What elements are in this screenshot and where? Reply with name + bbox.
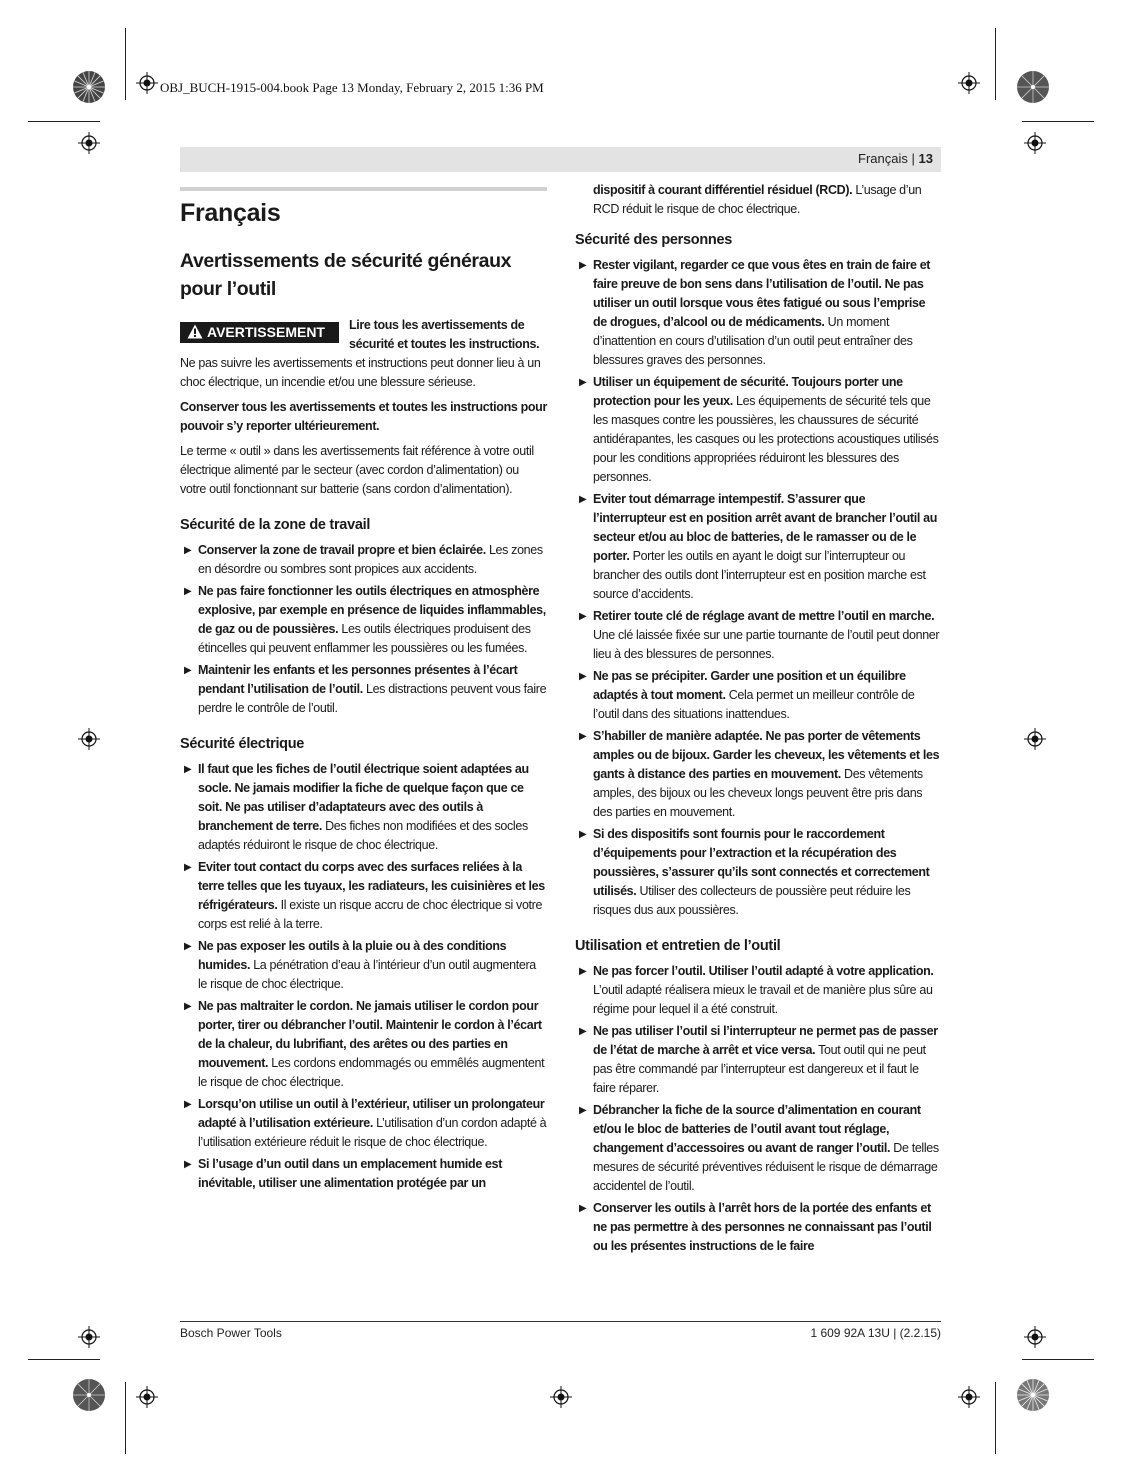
warning-text: Ne pas suivre les avertissements et instructions peut donner lieu à un choc électrique, un incendie et/ou une blessure sérieuse. bbox=[180, 356, 541, 389]
item-bold: Maintenir les enfants et les personnes présentes à l’écart pendant l’utilisation de l’outil. bbox=[198, 663, 518, 696]
registration-mark-icon bbox=[958, 1386, 980, 1408]
bullet-arrow-icon: ▶ bbox=[184, 941, 192, 952]
book-info-slug: OBJ_BUCH-1915-004.book Page 13 Monday, February 2, 2015 1:36 PM bbox=[160, 80, 544, 95]
item-text: L’outil adapté réalisera mieux le travail et de manière plus sûre au régime pour lequel il a été construit. bbox=[593, 983, 933, 1016]
item-text: Tout outil qui ne peut pas être commandé par l’interrupteur est dangereux et il faut le faire réparer. bbox=[593, 1043, 926, 1095]
item-text: Les équipements de sécurité tels que les masques contre les poussières, les chaussures de sécurité antidérapantes, les casques ou les protections acoustiques utilisés pour les conditions appropriées réduiront les blessures des personnes. bbox=[593, 394, 939, 484]
list-item bbox=[575, 1101, 941, 1196]
list-item bbox=[575, 962, 941, 1019]
list-item bbox=[575, 256, 941, 370]
item-bold: Ne pas forcer l’outil. Utiliser l’outil adapté à votre application. bbox=[593, 964, 934, 978]
item-bold: Conserver les outils à l’arrêt hors de la portée des enfants et ne pas permettre à des personnes ne connaissant pas l’outil ou les présentes instructions de le faire bbox=[593, 1201, 932, 1253]
bullet-arrow-icon: ▶ bbox=[184, 545, 192, 556]
continued-bold: dispositif à courant différentiel résiduel (RCD). bbox=[593, 183, 853, 197]
registration-mark-icon bbox=[136, 1386, 158, 1408]
item-bold: Conserver la zone de travail propre et bien éclairée. bbox=[198, 543, 486, 557]
page-title: Français bbox=[180, 199, 281, 227]
registration-mark-icon bbox=[1024, 728, 1046, 750]
bullet-arrow-icon: ▶ bbox=[579, 1203, 587, 1214]
bullet-arrow-icon: ▶ bbox=[579, 611, 587, 622]
item-text: Un moment d’inattention en cours d’utilisation d’un outil peut entraîner des blessures graves des personnes. bbox=[593, 315, 913, 367]
registration-mark-icon bbox=[78, 728, 100, 750]
tool-use-list bbox=[575, 962, 941, 1256]
registration-mark-icon bbox=[78, 1326, 100, 1348]
color-wheel-icon bbox=[72, 1378, 106, 1412]
item-bold: Utiliser un équipement de sécurité. Toujours porter une protection pour les yeux. bbox=[593, 375, 903, 408]
item-text: Porter les outils en ayant le doigt sur l’interrupteur ou brancher des outils dont l’interrupteur est en position marche est source d’accidents. bbox=[593, 549, 926, 601]
continued-text: L’usage d’un RCD réduit le risque de choc électrique. bbox=[593, 183, 922, 216]
color-wheel-icon bbox=[1016, 1378, 1050, 1412]
term-definition-text: Le terme « outil » dans les avertissements fait référence à votre outil électrique alimenté par le secteur (avec cordon d’alimentation) ou votre outil fonctionnant sur batterie (sans cordon d’alimentation). bbox=[180, 444, 534, 496]
warning-triangle-icon bbox=[187, 324, 203, 339]
header-separator: | bbox=[911, 151, 915, 166]
bullet-arrow-icon: ▶ bbox=[184, 1099, 192, 1110]
list-item bbox=[575, 727, 941, 822]
warning-block bbox=[180, 316, 547, 392]
item-text: Il existe un risque accru de choc électrique si votre corps est relié à la terre. bbox=[198, 898, 543, 931]
bullet-arrow-icon: ▶ bbox=[579, 260, 587, 271]
list-item bbox=[180, 661, 547, 718]
item-bold: Si des dispositifs sont fournis pour le raccordement d’équipements pour l’extraction et la récupération des poussières, s’assurer qu’ils sont connectés et correctement utilisés. bbox=[593, 827, 930, 898]
page-header bbox=[180, 147, 941, 172]
personal-safety-list bbox=[575, 256, 941, 920]
registration-mark-icon bbox=[136, 72, 158, 94]
footer-brand: Bosch Power Tools bbox=[180, 1326, 282, 1340]
list-item bbox=[180, 582, 547, 658]
item-bold: Eviter tout contact du corps avec des surfaces reliées à la terre telles que les tuyaux, les radiateurs, les cuisinières et les réfrigérateurs. bbox=[198, 860, 545, 912]
item-bold: Rester vigilant, regarder ce que vous êtes en train de faire et faire preuve de bon sens dans l’utilisation de l’outil. Ne pas utiliser un outil lorsque vous êtes fatigué ou sous l’emprise de drogues, d’alcool ou de médicaments. bbox=[593, 258, 931, 329]
electrical-safety-list bbox=[180, 760, 547, 1193]
item-bold: Retirer toute clé de réglage avant de mettre l’outil en marche. bbox=[593, 609, 935, 623]
item-bold: Lorsqu’on utilise un outil à l’extérieur, utiliser un prolongateur adapté à l’utilisation extérieure. bbox=[198, 1097, 545, 1130]
item-text: Utiliser des collecteurs de poussière peut réduire les risques dus aux poussières. bbox=[593, 884, 911, 917]
header-language: Français bbox=[858, 151, 908, 166]
bullet-arrow-icon: ▶ bbox=[184, 1001, 192, 1012]
list-item bbox=[180, 541, 547, 579]
registration-mark-icon bbox=[550, 1386, 572, 1408]
warning-badge-label: AVERTISSEMENT bbox=[207, 324, 325, 340]
item-text: L’utilisation d’un cordon adapté à l’utilisation extérieure réduit le risque de choc électrique. bbox=[198, 1116, 547, 1149]
list-item bbox=[180, 1155, 547, 1193]
list-item bbox=[575, 667, 941, 724]
item-bold: Si l’usage d’un outil dans un emplacement humide est inévitable, utiliser une alimentation protégée par un bbox=[198, 1157, 503, 1190]
color-wheel-icon bbox=[72, 70, 106, 104]
list-item bbox=[575, 490, 941, 604]
list-item bbox=[180, 858, 547, 934]
item-text: Les cordons endommagés ou emmêlés augmentent le risque de choc électrique. bbox=[198, 1056, 545, 1089]
header-page-number: 13 bbox=[918, 151, 933, 166]
list-item bbox=[180, 997, 547, 1092]
bullet-arrow-icon: ▶ bbox=[184, 586, 192, 597]
bullet-arrow-icon: ▶ bbox=[579, 377, 587, 388]
list-item bbox=[575, 1199, 941, 1256]
registration-mark-icon bbox=[1024, 132, 1046, 154]
item-bold: Eviter tout démarrage intempestif. S’assurer que l’interrupteur est en position arrêt avant de brancher l’outil au secteur et/ou au bloc de batteries, de le ramasser ou de le porter. bbox=[593, 492, 937, 563]
personal-safety-heading: Sécurité des personnes bbox=[575, 232, 732, 248]
section-heading: Avertissements de sécurité généraux pour l’outil bbox=[180, 250, 512, 300]
item-text: Les zones en désordre ou sombres sont propices aux accidents. bbox=[198, 543, 543, 576]
left-column bbox=[180, 187, 547, 1196]
item-text: Cela permet un meilleur contrôle de l’outil dans des situations inattendues. bbox=[593, 688, 915, 721]
column-top-rule bbox=[180, 187, 547, 191]
item-bold: Il faut que les fiches de l’outil électrique soient adaptées au socle. Ne jamais modifier la fiche de quelque façon que ce soit. Ne pas utiliser d’adaptateurs avec des outils à branchement de terre. bbox=[198, 762, 529, 833]
registration-mark-icon bbox=[1024, 1326, 1046, 1348]
list-item bbox=[180, 760, 547, 855]
bullet-arrow-icon: ▶ bbox=[184, 665, 192, 676]
registration-mark-icon bbox=[78, 132, 100, 154]
item-text: La pénétration d’eau à l’intérieur d’un outil augmentera le risque de choc électrique. bbox=[198, 958, 536, 991]
list-item bbox=[180, 1095, 547, 1152]
list-item bbox=[575, 373, 941, 487]
right-column bbox=[575, 181, 941, 1259]
bullet-arrow-icon: ▶ bbox=[184, 764, 192, 775]
electrical-safety-heading: Sécurité électrique bbox=[180, 736, 305, 752]
header-page-label bbox=[858, 151, 933, 166]
item-bold: Ne pas faire fonctionner les outils électriques en atmosphère explosive, par exemple en présence de liquides inflammables, de gaz ou de poussières. bbox=[198, 584, 546, 636]
footer-rule bbox=[180, 1321, 941, 1322]
item-bold: Ne pas utiliser l’outil si l’interrupteur ne permet pas de passer de l’état de marche à arrêt et vice versa. bbox=[593, 1024, 938, 1057]
item-bold: S’habiller de manière adaptée. Ne pas porter de vêtements amples ou de bijoux. Garder les cheveux, les vêtements et les gants à distance des parties en mouvement. bbox=[593, 729, 940, 781]
bullet-arrow-icon: ▶ bbox=[579, 829, 587, 840]
item-text: Une clé laissée fixée sur une partie tournante de l’outil peut donner lieu à des blessures de personnes. bbox=[593, 628, 940, 661]
bullet-arrow-icon: ▶ bbox=[184, 1159, 192, 1170]
item-bold: Ne pas maltraiter le cordon. Ne jamais utiliser le cordon pour porter, tirer ou débrancher l’outil. Maintenir le cordon à l’écart de la chaleur, du lubrifiant, des arêtes ou des parties en mouvement. bbox=[198, 999, 542, 1070]
registration-mark-icon bbox=[958, 72, 980, 94]
bullet-arrow-icon: ▶ bbox=[579, 671, 587, 682]
item-text: Les distractions peuvent vous faire perdre le contrôle de l’outil. bbox=[198, 682, 547, 715]
warning-heading: Lire tous les avertissements de sécurité et toutes les instructions. bbox=[348, 318, 540, 351]
bullet-arrow-icon: ▶ bbox=[579, 1105, 587, 1116]
bullet-arrow-icon: ▶ bbox=[579, 731, 587, 742]
list-item bbox=[575, 1022, 941, 1098]
continued-paragraph bbox=[575, 181, 941, 219]
item-bold: Débrancher la fiche de la source d’alimentation en courant et/ou le bloc de batteries de l’outil avant tout réglage, changement d’accessoires ou avant de ranger l’outil. bbox=[593, 1103, 921, 1155]
list-item bbox=[575, 825, 941, 920]
item-text: Les outils électriques produisent des étincelles qui peuvent enflammer les poussières ou les fumées. bbox=[198, 622, 531, 655]
bullet-arrow-icon: ▶ bbox=[579, 1026, 587, 1037]
bullet-arrow-icon: ▶ bbox=[579, 966, 587, 977]
work-area-safety-list bbox=[180, 541, 547, 718]
item-text: Des vêtements amples, des bijoux ou les cheveux longs peuvent être pris dans des parties en mouvement. bbox=[593, 767, 923, 819]
bullet-arrow-icon: ▶ bbox=[184, 862, 192, 873]
item-text: De telles mesures de sécurité préventives réduisent le risque de démarrage accidentel de l’outil. bbox=[593, 1141, 939, 1193]
color-wheel-icon bbox=[1016, 70, 1050, 104]
keep-instructions-text: Conserver tous les avertissements et toutes les instructions pour pouvoir s’y reporter ultérieurement. bbox=[180, 400, 547, 433]
footer-doc-number: 1 609 92A 13U | (2.2.15) bbox=[810, 1326, 941, 1340]
work-area-safety-heading: Sécurité de la zone de travail bbox=[180, 517, 371, 533]
item-bold: Ne pas exposer les outils à la pluie ou à des conditions humides. bbox=[198, 939, 507, 972]
tool-use-heading: Utilisation et entretien de l’outil bbox=[575, 938, 781, 954]
warning-badge bbox=[180, 322, 339, 343]
item-text: Des fiches non modifiées et des socles adaptés réduiront le risque de choc électrique. bbox=[198, 819, 528, 852]
list-item bbox=[575, 607, 941, 664]
bullet-arrow-icon: ▶ bbox=[579, 494, 587, 505]
item-bold: Ne pas se précipiter. Garder une position et un équilibre adaptés à tout moment. bbox=[593, 669, 906, 702]
list-item bbox=[180, 937, 547, 994]
